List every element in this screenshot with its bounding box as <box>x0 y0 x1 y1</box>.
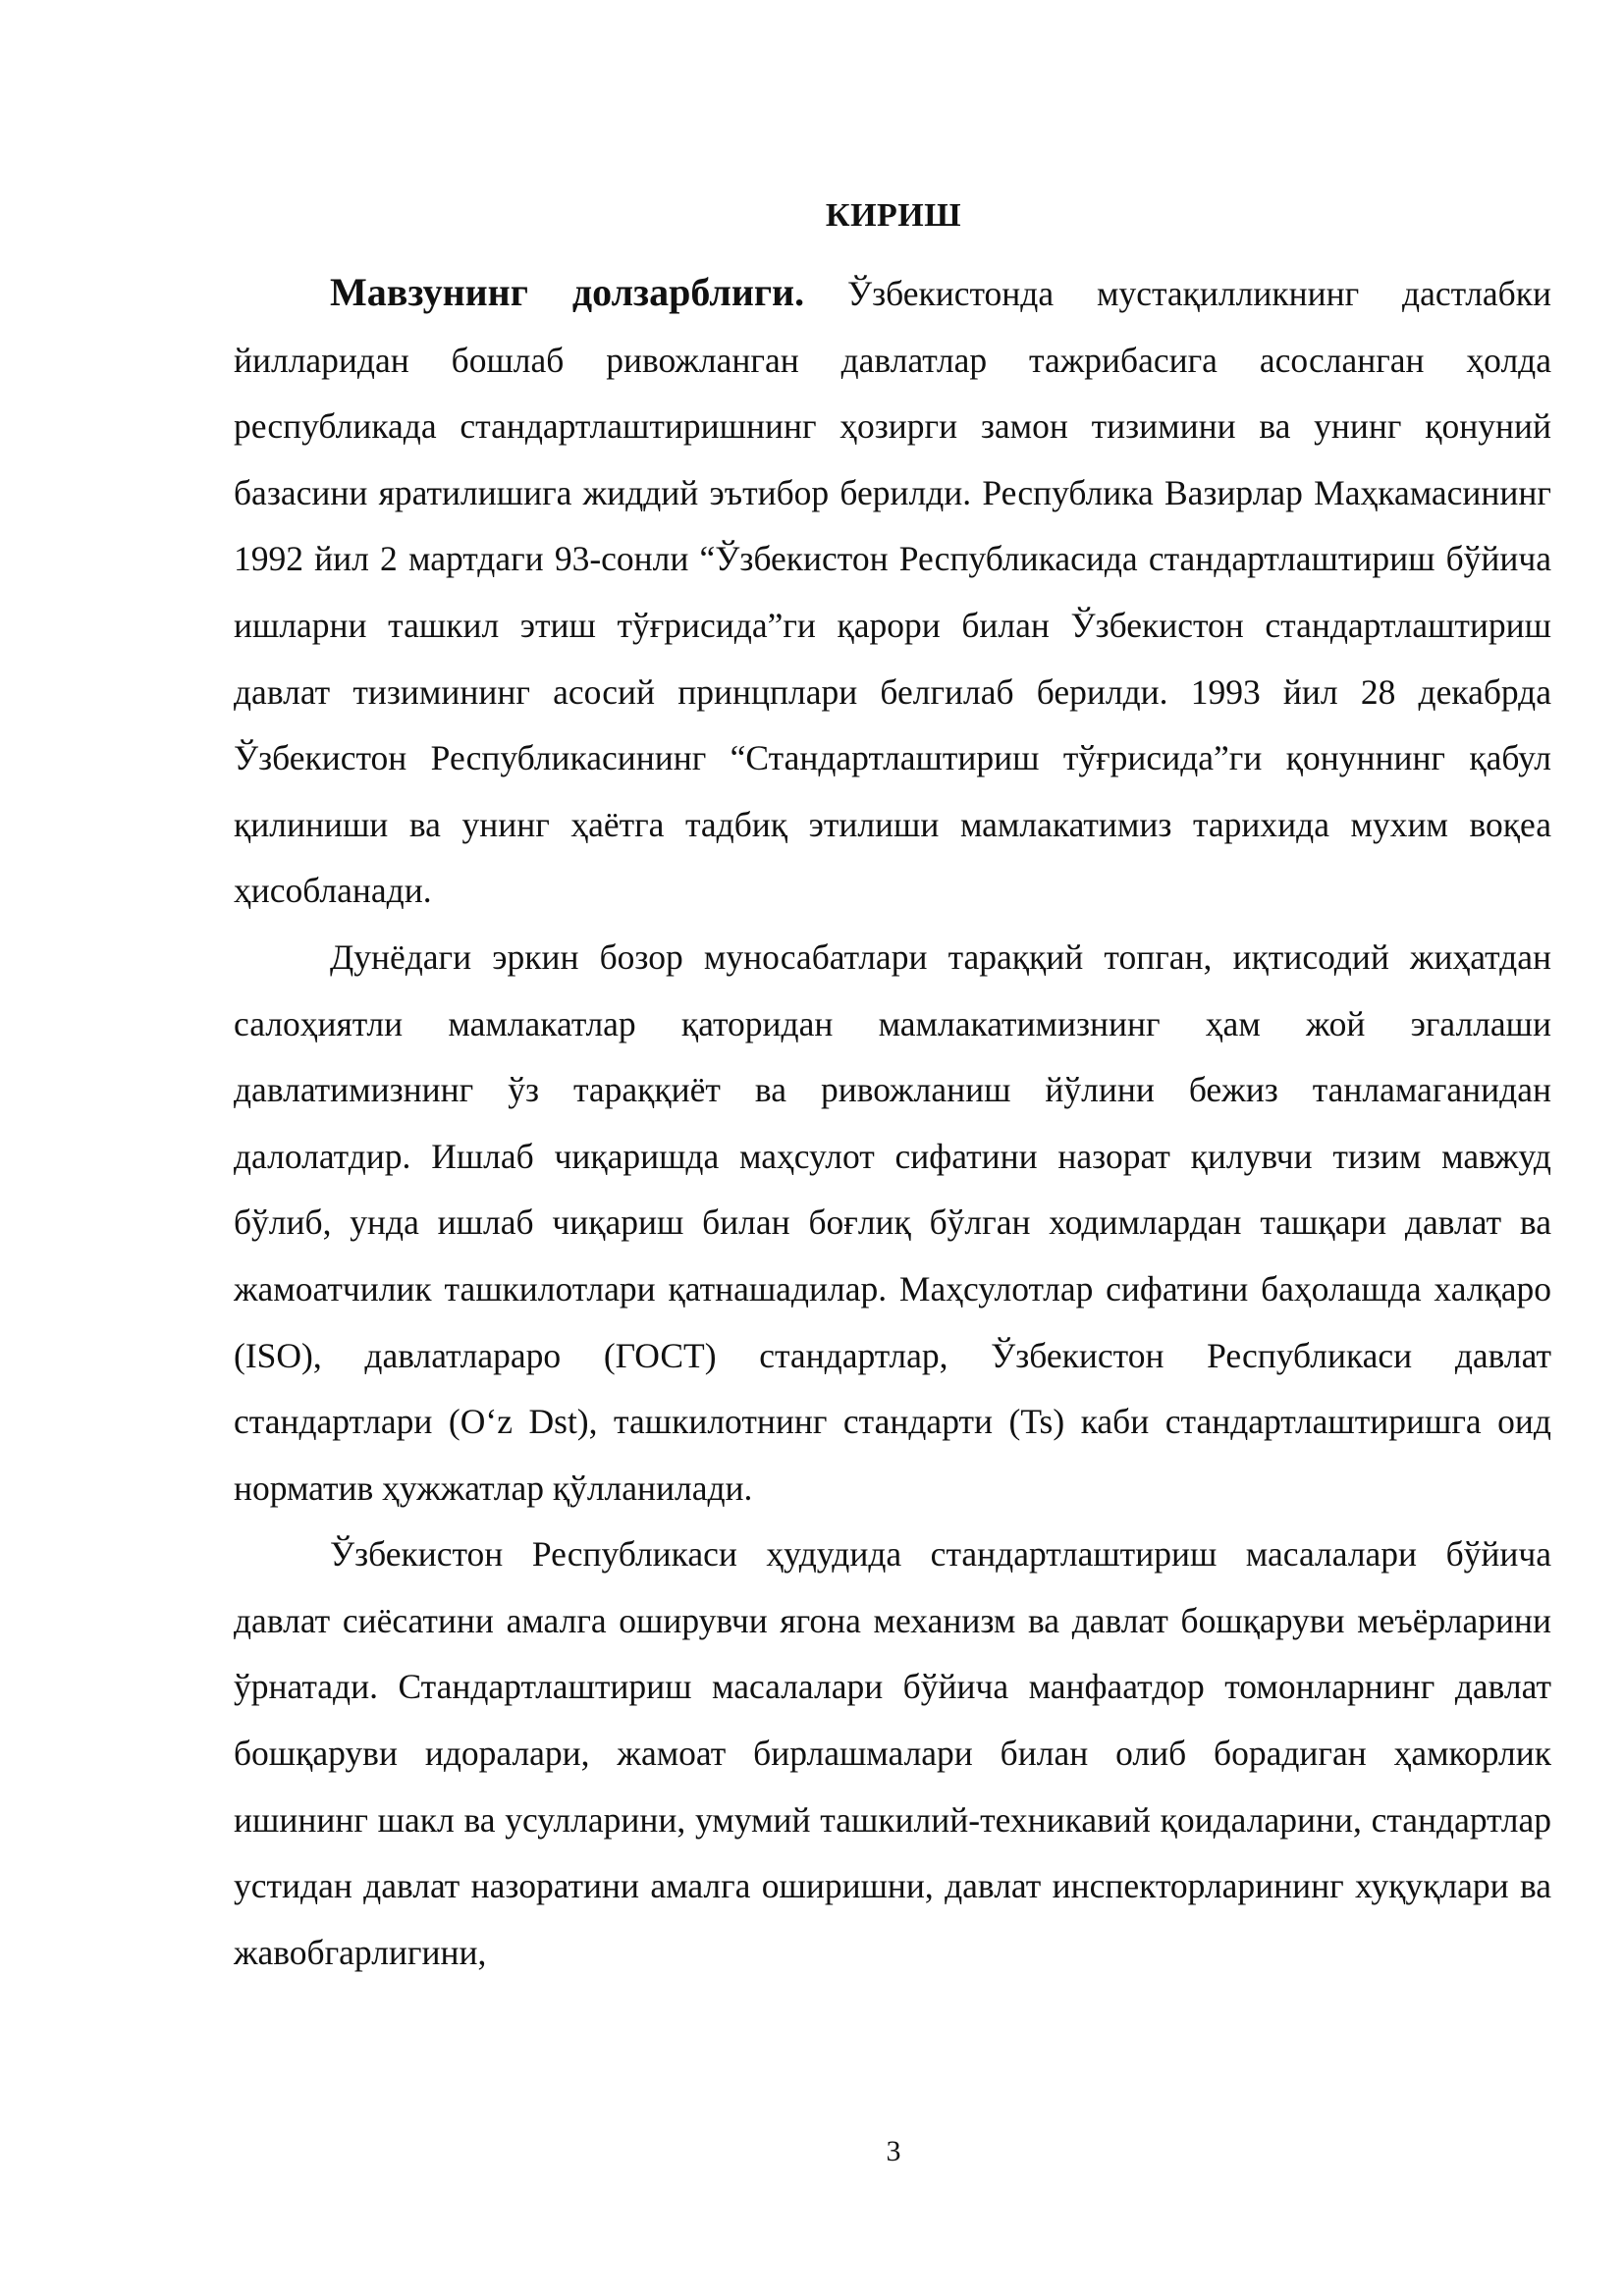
paragraph-lead: Мавзунинг долзарблиги. <box>330 270 805 314</box>
paragraph-market <box>234 925 1551 1522</box>
paragraph-text: Ўзбекистонда мустақилликнинг дастлабки йилларидан бошлаб ривожланган давлатлар тажрибасига асосланган ҳолда республикада стандартлаштиришнинг ҳозирги замон тизимини ва унинг қонуний базасини яратилишига жиддий эътибор берилди. Республика Вазирлар Маҳкамасининг 1992 йил 2 мартдаги 93-сонли “Ўзбекистон Республикасида стандартлаштириш бўйича ишларни ташкил этиш тўғрисида”ги қарори билан Ўзбекистон стандартлаштириш давлат тизимининг асосий принцплари белгилаб берилди. 1993 йил 28 декабрда Ўзбекистон Республикасининг “Стандартлаштириш тўғрисида”ги қонуннинг қабул қилиниши ва унинг ҳаётга тадбиқ этилиши мамлакатимиз тарихида мухим воқеа ҳисобланади. <box>234 274 1551 911</box>
paragraph-text: Дунёдаги эркин бозор муносабатлари тараққий топган, иқтисодий жиҳатдан салоҳиятли мамлакатлар қаторидан мамлакатимизнинг ҳам жой эгаллаши давлатимизнинг ўз тараққиёт ва ривожланиш йўлини бежиз танламаганидан далолатдир. Ишлаб чиқаришда маҳсулот сифатини назорат қилувчи тизим мавжуд бўлиб, унда ишлаб чиқариш билан боғлиқ бўлган ходимлардан ташқари давлат ва жамоатчилик ташкилотлари қатнашадилар. Маҳсулотлар сифатини баҳолашда халқаро (ISO), давлатлараро (ГОСТ) стандартлар, Ўзбекистон Республикаси давлат стандартлари (O‘z Dst), ташкилотнинг стандарти (Ts) каби стандартлаштиришга оид норматив ҳужжатлар қўлланилади. <box>234 936 1551 1508</box>
paragraph-policy <box>234 1522 1551 1986</box>
paragraph-text: Ўзбекистон Республикаси ҳудудида стандартлаштириш масалалари бўйича давлат сиёсатини амалга оширувчи ягона механизм ва давлат бошқаруви меъёрларини ўрнатади. Стандартлаштириш масалалари бўйича манфаатдор томонларнинг давлат бошқаруви идоралари, жамоат бирлашмалари билан олиб борадиган ҳамкорлик ишининг шакл ва усулларини, умумий ташкилий-техникавий қоидаларини, стандартлар устидан давлат назоратини амалга оширишни, давлат инспекторларининг хуқуқлари ва жавобгарлигини, <box>234 1534 1551 1972</box>
section-heading: КИРИШ <box>825 197 962 234</box>
paragraph-relevance <box>234 259 1551 925</box>
page-number: 3 <box>886 2135 901 2167</box>
body-text <box>234 259 1551 1986</box>
